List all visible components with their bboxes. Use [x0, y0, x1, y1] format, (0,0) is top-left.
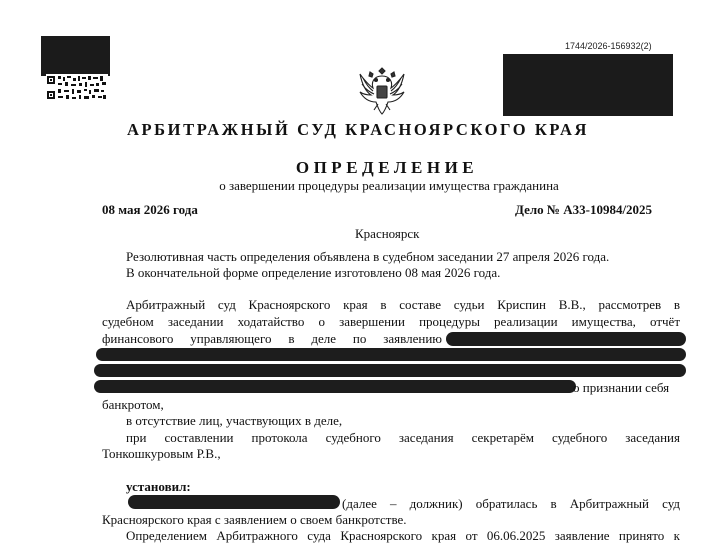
- paragraph-5-line-1: Определением Арбитражного суда Красноярского края от 06.06.2025 заявление принято к: [126, 528, 680, 543]
- paragraph-1-line-1: Арбитражный суд Красноярского края в составе судьи Криспин В.В., рассмотрев в: [126, 297, 680, 312]
- established-heading: установил:: [126, 479, 191, 494]
- protocol-line-1: при составлении протокола судебного заседания секретарём судебного заседания: [126, 430, 680, 445]
- court-name-heading: АРБИТРАЖНЫЙ СУД КРАСНОЯРСКОГО КРАЯ: [126, 120, 590, 139]
- case-number: Дело № А33-10984/2025: [515, 202, 653, 217]
- protocol-line-2: Тонкошкуровым Р.В.,: [102, 446, 221, 461]
- document-date: 08 мая 2026 года: [102, 202, 198, 217]
- redacted-block-top-right: [503, 54, 673, 116]
- redacted-line-4: [96, 348, 686, 361]
- qr-code-icon: [46, 74, 108, 102]
- resolutive-part-line: Резолютивная часть определения объявлена в судебном заседании 27 апреля 2026 года.: [126, 249, 610, 264]
- redacted-block-top-left: [41, 36, 110, 76]
- final-form-line: В окончательной форме определение изготовлено 08 мая 2026 года.: [126, 265, 501, 280]
- paragraph-1-line-7: банкротом,: [102, 397, 164, 412]
- absence-of-parties-line: в отсутствие лиц, участвующих в деле,: [126, 413, 343, 428]
- russian-coat-of-arms-icon: [356, 64, 408, 119]
- document-subject: о завершении процедуры реализации имущества гражданина: [219, 178, 559, 193]
- paragraph-1-line-3: финансового управляющего в деле по заявлению: [102, 331, 442, 346]
- document-type-heading: ОПРЕДЕЛЕНИЕ: [295, 158, 479, 177]
- redacted-applicant-name: [446, 332, 686, 346]
- paragraph-1-line-2: судебном заседании ходатайство о завершении процедуры реализации имущества, отчёт: [102, 314, 680, 329]
- redacted-debtor-name: [128, 495, 340, 509]
- city: Красноярск: [355, 226, 420, 241]
- paragraph-1-line-6-end: о признании себя: [573, 380, 670, 395]
- paragraph-4-line-2: Красноярского края с заявлением о своем банкротстве.: [102, 512, 407, 527]
- document-number: 1744/2026-156932(2): [565, 41, 652, 51]
- redacted-line-5: [94, 364, 686, 377]
- redacted-line-6: [94, 380, 576, 393]
- paragraph-4-line-1-end: (далее – должник) обратилась в Арбитражный суд: [342, 496, 680, 511]
